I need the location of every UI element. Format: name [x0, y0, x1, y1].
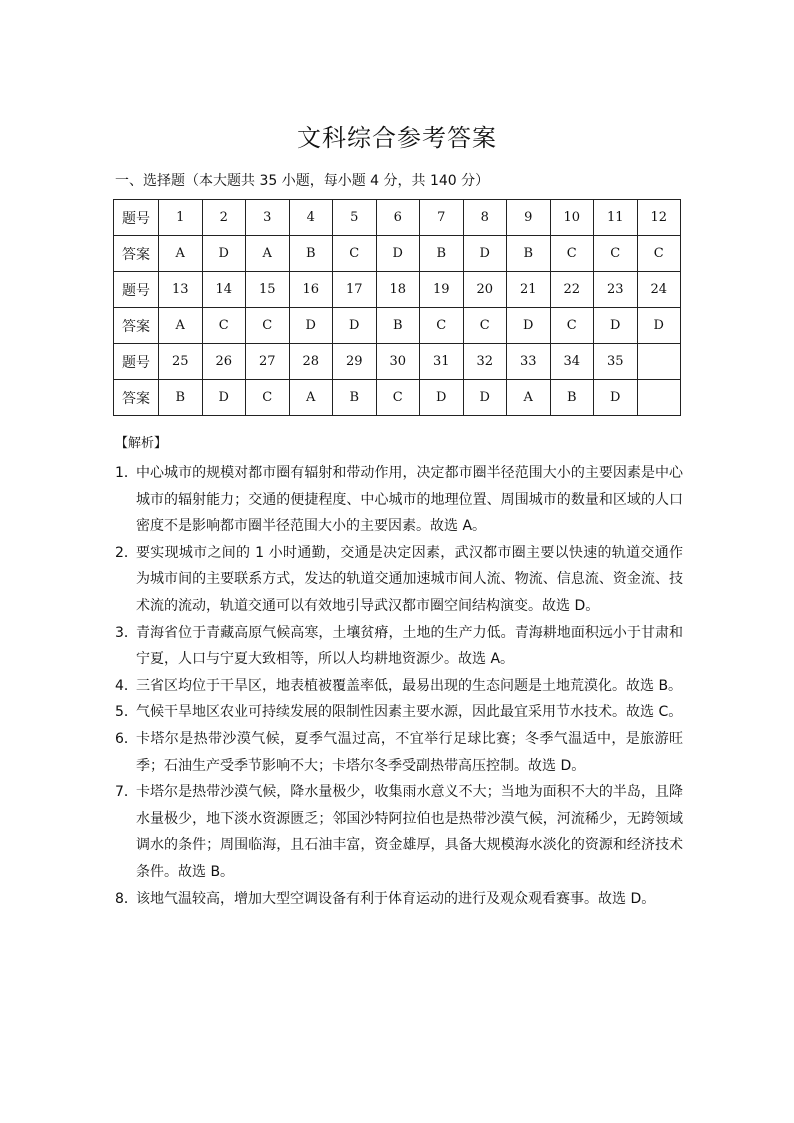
table-cell: A [246, 236, 290, 272]
row-header: 答案 [114, 308, 159, 344]
table-cell: 7 [420, 200, 464, 236]
item-text: 气候干旱地区农业可持续发展的限制性因素主要水源，因此最宜采用节水技术。故选 C。 [136, 704, 683, 721]
table-cell: 35 [594, 344, 638, 380]
table-cell: 9 [507, 200, 551, 236]
table-cell: 22 [550, 272, 594, 308]
table-cell: B [159, 380, 203, 416]
item-text: 青海省位于青藏高原气候高寒，土壤贫瘠，土地的生产力低。青海耕地面积远小于甘肃和宁夏，人口与宁夏大致相等，所以人均耕地资源少。故选 A。 [136, 624, 683, 668]
table-cell: C [202, 308, 246, 344]
row-header: 答案 [114, 380, 159, 416]
analysis-list [115, 460, 683, 912]
table-cell: 27 [246, 344, 290, 380]
table-cell: 28 [289, 344, 333, 380]
table-cell: 3 [246, 200, 290, 236]
table-cell: 24 [637, 272, 681, 308]
table-cell: 16 [289, 272, 333, 308]
row-header: 题号 [114, 344, 159, 380]
table-cell: 19 [420, 272, 464, 308]
item-number: 7． [115, 784, 138, 801]
item-text: 该地气温较高，增加大型空调设备有利于体育运动的进行及观众观看赛事。故选 D。 [136, 890, 656, 907]
table-cell: C [333, 236, 377, 272]
table-cell: C [637, 236, 681, 272]
table-cell: A [159, 308, 203, 344]
table-cell: B [333, 380, 377, 416]
table-cell: 12 [637, 200, 681, 236]
item-text: 要实现城市之间的 1 小时通勤，交通是决定因素，武汉都市圈主要以快速的轨道交通作为城市间的主要联系方式，发达的轨道交通加速城市间人流、物流、信息流、资金流、技术流的流动，轨道交通可以有效地引导武汉都市圈空间结构演变。故选 D。 [136, 544, 683, 614]
row-header: 题号 [114, 200, 159, 236]
table-cell: 18 [376, 272, 420, 308]
table-row [114, 344, 681, 380]
table-cell: B [507, 236, 551, 272]
table-cell: 26 [202, 344, 246, 380]
analysis-item [115, 673, 683, 700]
table-cell: D [202, 380, 246, 416]
section-heading: 一、选择题（本大题共 35 小题，每小题 4 分，共 140 分） [115, 173, 490, 189]
table-cell: D [420, 380, 464, 416]
answer-table [113, 199, 681, 416]
item-number: 1． [115, 465, 138, 481]
table-cell: 11 [594, 200, 638, 236]
table-cell: 30 [376, 344, 420, 380]
table-row [114, 380, 681, 416]
document-title: 文科综合参考答案 [297, 124, 497, 152]
table-cell: 4 [289, 200, 333, 236]
table-cell: C [550, 308, 594, 344]
table-row [114, 200, 681, 236]
table-cell: B [376, 308, 420, 344]
item-number: 6． [115, 730, 138, 747]
table-cell: D [463, 236, 507, 272]
table-cell: C [376, 380, 420, 416]
table-cell: 2 [202, 200, 246, 236]
table-cell: D [507, 308, 551, 344]
table-cell: D [463, 380, 507, 416]
table-cell: 1 [159, 200, 203, 236]
table-cell: C [246, 308, 290, 344]
item-text: 中心城市的规模对都市圈有辐射和带动作用，决定都市圈半径范围大小的主要因素是中心城市的辐射能力；交通的便捷程度、中心城市的地理位置、周围城市的数量和区域的人口密度不是影响都市圈半径范围大小的主要因素。故选 A。 [136, 465, 683, 535]
item-text: 三省区均位于干旱区，地表植被覆盖率低，最易出现的生态问题是土地荒漠化。故选 B。 [136, 677, 683, 694]
table-cell: 31 [420, 344, 464, 380]
table-cell: C [594, 236, 638, 272]
table-cell: B [289, 236, 333, 272]
table-cell: B [550, 380, 594, 416]
item-number: 3． [115, 624, 138, 641]
table-cell: 5 [333, 200, 377, 236]
table-cell: D [637, 308, 681, 344]
item-text: 卡塔尔是热带沙漠气候，夏季气温过高，不宜举行足球比赛；冬季气温适中，是旅游旺季；石油生产受季节影响不大；卡塔尔冬季受副热带高压控制。故选 D。 [136, 730, 683, 774]
table-cell: C [420, 308, 464, 344]
item-number: 4． [115, 677, 138, 694]
item-number: 5． [115, 704, 138, 721]
table-row [114, 236, 681, 272]
analysis-item [115, 886, 683, 913]
table-row [114, 272, 681, 308]
table-cell: 29 [333, 344, 377, 380]
table-cell: 20 [463, 272, 507, 308]
analysis-item [115, 779, 683, 885]
table-row [114, 308, 681, 344]
table-cell: C [550, 236, 594, 272]
table-cell: A [159, 236, 203, 272]
table-cell: D [333, 308, 377, 344]
table-cell: D [289, 308, 333, 344]
table-cell: A [289, 380, 333, 416]
table-cell: 25 [159, 344, 203, 380]
item-text: 卡塔尔是热带沙漠气候，降水量极少，收集雨水意义不大；当地为面积不大的半岛，且降水量极少，地下淡水资源匮乏；邻国沙特阿拉伯也是热带沙漠气候，河流稀少，无跨领域调水的条件；周围临海，且石油丰富，资金雄厚，具备大规模海水淡化的资源和经济技术条件。故选 B。 [136, 784, 683, 880]
table-cell: D [376, 236, 420, 272]
table-cell: 6 [376, 200, 420, 236]
table-cell: B [420, 236, 464, 272]
row-header: 题号 [114, 272, 159, 308]
table-cell: 32 [463, 344, 507, 380]
table-cell: 14 [202, 272, 246, 308]
table-cell: D [594, 308, 638, 344]
row-header: 答案 [114, 236, 159, 272]
table-cell: C [246, 380, 290, 416]
table-cell [637, 380, 681, 416]
table-cell: D [202, 236, 246, 272]
table-cell [637, 344, 681, 380]
table-cell: 8 [463, 200, 507, 236]
analysis-item [115, 726, 683, 779]
table-cell: 23 [594, 272, 638, 308]
item-number: 2． [115, 544, 138, 561]
table-cell: 21 [507, 272, 551, 308]
table-cell: D [594, 380, 638, 416]
analysis-item [115, 460, 683, 540]
analysis-item [115, 620, 683, 673]
table-cell: 34 [550, 344, 594, 380]
item-number: 8． [115, 890, 138, 907]
analysis-item [115, 540, 683, 620]
table-cell: C [463, 308, 507, 344]
table-cell: 17 [333, 272, 377, 308]
analysis-item [115, 699, 683, 726]
table-cell: A [507, 380, 551, 416]
analysis-heading: 【解析】 [115, 436, 168, 451]
table-cell: 33 [507, 344, 551, 380]
table-cell: 15 [246, 272, 290, 308]
table-cell: 10 [550, 200, 594, 236]
table-cell: 13 [159, 272, 203, 308]
